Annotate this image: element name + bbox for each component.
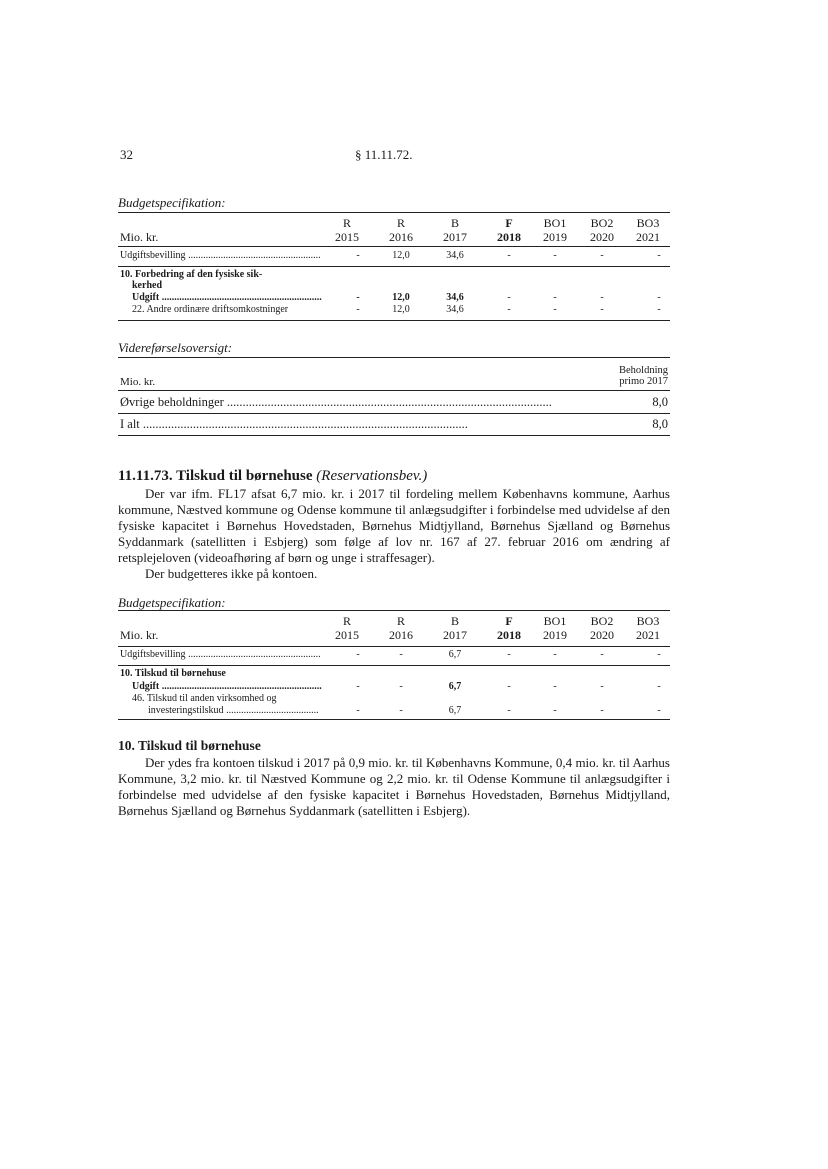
table-rule — [118, 413, 670, 414]
value-cell: 12,0 — [392, 304, 410, 315]
page-number: 32 — [120, 147, 133, 162]
col-type: R — [396, 614, 405, 628]
col-type: BO2 — [590, 614, 614, 628]
row-label: 22. Andre ordinære driftsomkostninger — [132, 304, 289, 315]
col-year: 2021 — [636, 230, 660, 244]
account-paragraph — [118, 486, 670, 566]
col-year: 2018 — [497, 628, 521, 642]
col-year: 2021 — [636, 628, 660, 642]
value-cell: - — [657, 292, 661, 303]
col-year: 2019 — [543, 230, 567, 244]
value-cell: - — [600, 304, 604, 315]
value-cell: - — [600, 250, 604, 261]
subaccount-paragraph — [118, 755, 670, 819]
value-cell: 34,6 — [446, 250, 464, 261]
col-type: BO1 — [543, 216, 567, 230]
value-cell: - — [399, 705, 403, 716]
unit-label: Mio. kr. — [120, 230, 159, 244]
budget-spec-label: Budgetspecifikation: — [118, 195, 226, 210]
row-label: investeringstilskud ..... — [148, 705, 318, 716]
col-year: 2018 — [497, 230, 521, 244]
value-cell: 12,0 — [392, 292, 410, 303]
unit-label: Mio. kr. — [120, 628, 159, 642]
value-cell: - — [507, 292, 511, 303]
value-cell: - — [356, 250, 360, 261]
value-cell: 34,6 — [446, 304, 464, 315]
value-cell: 34,6 — [446, 292, 464, 303]
value-cell: - — [657, 681, 661, 692]
value-cell: - — [507, 250, 511, 261]
value-cell: - — [600, 681, 604, 692]
row-label: Udgiftsbevilling ..... — [120, 649, 320, 660]
value-cell: - — [553, 681, 557, 692]
value-cell: 6,7 — [448, 705, 462, 716]
col-type: R — [342, 216, 351, 230]
col-year: 2016 — [389, 230, 413, 244]
col-year: 2020 — [590, 230, 614, 244]
table-rule — [118, 246, 670, 247]
table-rule — [118, 646, 670, 647]
row-label: I alt ..... — [120, 417, 607, 432]
value-cell: - — [507, 705, 511, 716]
value-cell: - — [657, 304, 661, 315]
col-type: BO3 — [636, 216, 660, 230]
value-cell: - — [600, 705, 604, 716]
value-cell: - — [356, 292, 360, 303]
col-type: BO1 — [543, 614, 567, 628]
paragraph-reference: § 11.11.72. — [355, 147, 413, 162]
col-type: F — [505, 216, 513, 230]
account-heading — [118, 468, 427, 485]
col-type: R — [396, 216, 405, 230]
col-year: 2015 — [335, 628, 359, 642]
column-header: primo 2017 — [619, 376, 668, 387]
subaccount-heading: 10. Tilskud til børnehuse — [118, 738, 261, 753]
value-cell: - — [553, 649, 557, 660]
col-type: B — [450, 216, 459, 230]
col-year: 2017 — [443, 628, 467, 642]
table-rule — [118, 357, 670, 358]
budget-table-1 — [118, 212, 670, 322]
account-paragraph — [118, 566, 670, 582]
value-cell: - — [356, 304, 360, 315]
row-label: Øvrige beholdninger ..... — [120, 395, 607, 410]
budget-table-2 — [118, 610, 670, 722]
unit-label: Mio. kr. — [120, 376, 156, 388]
value-cell: 6,7 — [448, 649, 462, 660]
value-cell: - — [356, 681, 360, 692]
paragraph-text: Der var ifm. FL17 afsat 6,7 mio. kr. i 2017 til fordeling mellem Københavns kommune, Aarhus kommune, Næstved kommune og Odense kommune til anlægsudgifter i forbindelse med udvidelse af den fysiske kapacitet i Børnehus Hovedstaden, Børnehus Midtjylland, Børnehus Sjælland og Børnehus Syddanmark (satellitten i Esbjerg) som følge af lov nr. 167 af 27. februar 2016 om ændring af retsplejeloven (videoafhøring af børn og unge i straffesager). — [118, 486, 670, 565]
col-type: R — [342, 614, 351, 628]
value-cell: - — [553, 292, 557, 303]
value-cell: - — [553, 304, 557, 315]
value-cell: - — [507, 649, 511, 660]
value-cell: - — [657, 250, 661, 261]
value-cell: - — [356, 705, 360, 716]
value-cell: 12,0 — [392, 250, 410, 261]
appropriation-type: (Reservationsbev.) — [316, 468, 428, 484]
table-rule — [118, 266, 670, 267]
value-cell: - — [399, 649, 403, 660]
transfer-overview-label: Videreførselsoversigt: — [118, 340, 233, 355]
value-cell: 8,0 — [652, 395, 668, 409]
value-cell: - — [600, 292, 604, 303]
table-rule — [118, 610, 670, 611]
row-label: Udgift ..... — [132, 681, 322, 692]
value-cell: - — [507, 681, 511, 692]
row-label: Udgiftsbevilling ..... — [120, 250, 320, 261]
paragraph-text: Der ydes fra kontoen tilskud i 2017 på 0,9 mio. kr. til Københavns Kommune, 0,4 mio. kr. til Aarhus Kommune, 3,2 mio. kr. til Næstved Kommune og 2,2 mio. kr. til Odense Kommune til anlægsudgifter i forbindelse med udvidelse af den fysiske kapacitet i Børnehus Hovedstaden, Børnehus Midtjylland, Børnehus Sjælland og Børnehus Syddanmark (satellitten i Esbjerg). — [118, 755, 670, 818]
col-year: 2015 — [335, 230, 359, 244]
group-title: 10. Tilskud til børnehuse — [120, 668, 226, 679]
column-header: Beholdning — [619, 365, 668, 376]
col-type: BO3 — [636, 614, 660, 628]
value-cell: - — [399, 681, 403, 692]
account-number: 11.11.73. Tilskud til børnehuse — [118, 468, 313, 484]
value-cell: - — [657, 705, 661, 716]
budget-spec-label: Budgetspecifikation: — [118, 595, 226, 610]
table-rule — [118, 390, 670, 391]
value-cell: - — [507, 304, 511, 315]
value-cell: - — [553, 705, 557, 716]
paragraph-text: Der budgetteres ikke på kontoen. — [145, 566, 318, 581]
value-cell: 8,0 — [652, 417, 668, 431]
value-cell: - — [657, 649, 661, 660]
col-type: BO2 — [590, 216, 614, 230]
table-rule — [118, 665, 670, 666]
row-label: 46. Tilskud til anden virksomhed og — [132, 693, 277, 704]
row-label: Udgift ..... — [132, 292, 322, 303]
value-cell: 6,7 — [448, 681, 462, 692]
col-type: F — [505, 614, 513, 628]
table-rule — [118, 435, 670, 436]
value-cell: - — [356, 649, 360, 660]
col-type: B — [450, 614, 459, 628]
col-year: 2020 — [590, 628, 614, 642]
transfer-table — [118, 357, 670, 437]
group-title: kerhed — [132, 280, 162, 291]
col-year: 2016 — [389, 628, 413, 642]
value-cell: - — [600, 649, 604, 660]
group-title: 10. Forbedring af den fysiske sik- — [120, 269, 263, 280]
value-cell: - — [553, 250, 557, 261]
table-rule — [118, 719, 670, 720]
table-rule — [118, 320, 670, 321]
table-rule — [118, 212, 670, 213]
col-year: 2019 — [543, 628, 567, 642]
col-year: 2017 — [443, 230, 467, 244]
